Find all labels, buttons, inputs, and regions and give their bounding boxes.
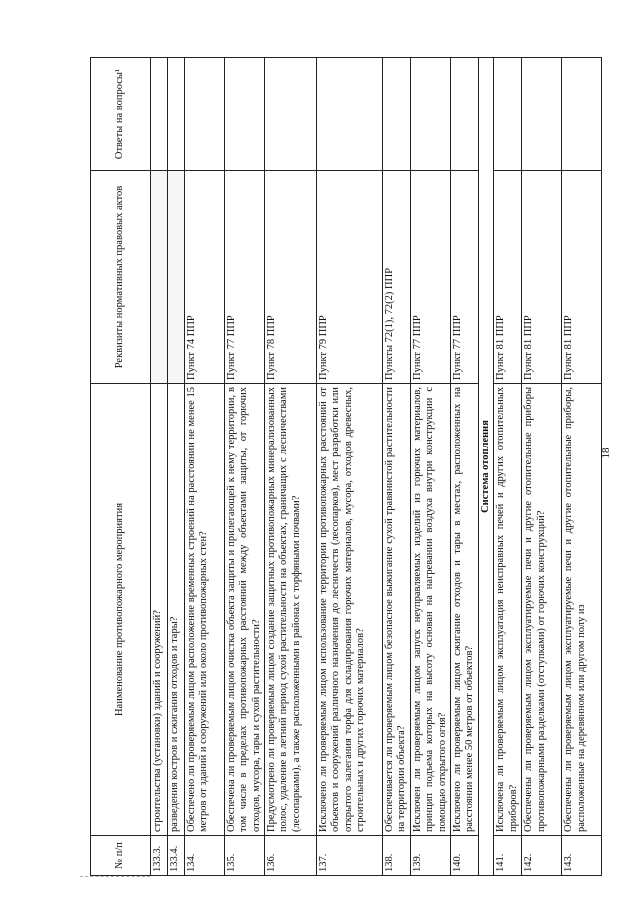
row-measure: разведения костров и сжигания отходов и тары? (168, 384, 185, 836)
footnote-separator (80, 876, 150, 877)
table-row (522, 58, 562, 876)
row-number: 137. (317, 836, 383, 876)
row-answer (168, 58, 185, 171)
row-requisites: Пункт 77 ППР (411, 171, 451, 384)
row-answer (562, 58, 602, 171)
table-row (151, 58, 168, 876)
row-answer (411, 58, 451, 171)
table-row (494, 58, 522, 876)
row-requisites: Пункт 77 ППР (451, 171, 479, 384)
row-number: 138. (383, 836, 411, 876)
row-number: 140. (451, 836, 479, 876)
row-number: 133.4. (168, 836, 185, 876)
checklist-table (90, 57, 602, 876)
row-requisites: Пункт 81 ППР (522, 171, 562, 384)
table-row (265, 58, 317, 876)
table-row (317, 58, 383, 876)
row-number: 141. (494, 836, 522, 876)
row-answer (522, 58, 562, 171)
row-measure: Предусмотрено ли проверяемым лицом создание защитных противопожарных минерализованных полос, удаление в летний период сухой растительности на объектах, граничащих с лесничествами (лесопарками), а также расположенными в районах с торфяными почвами? (265, 384, 317, 836)
row-answer (151, 58, 168, 171)
row-answer (225, 58, 265, 171)
row-measure: Исключена ли проверяемым лицом эксплуатация неисправных печей и других отопительных приборов? (494, 384, 522, 836)
row-requisites: Пункт 78 ППР (265, 171, 317, 384)
table-row (451, 58, 479, 876)
row-answer (494, 58, 522, 171)
row-number: 134. (185, 836, 225, 876)
table-row (562, 58, 602, 876)
row-requisites: Пункт 81 ППР (562, 171, 602, 384)
rotated-table-wrapper (90, 58, 606, 876)
table-header-row (91, 58, 151, 876)
section-row (479, 58, 494, 876)
header-requisites: Реквизиты нормативных правовых актов (91, 171, 151, 384)
row-number: 139. (411, 836, 451, 876)
row-requisites: Пункты 72(1), 72(2) ППР (383, 171, 411, 384)
table-row (383, 58, 411, 876)
row-requisites: Пункт 81 ППР (494, 171, 522, 384)
row-requisites: Пункт 77 ППР (225, 171, 265, 384)
row-number: 136. (265, 836, 317, 876)
row-answer (383, 58, 411, 171)
row-measure: строительства (установки) зданий и сооружений? (151, 384, 168, 836)
row-requisites: Пункт 79 ППР (317, 171, 383, 384)
table-row (225, 58, 265, 876)
row-requisites: Пункт 74 ППР (185, 171, 225, 384)
row-answer (317, 58, 383, 171)
row-number: 142. (522, 836, 562, 876)
row-requisites (168, 171, 185, 384)
row-number: 135. (225, 836, 265, 876)
table-row (411, 58, 451, 876)
row-number: 143. (562, 836, 602, 876)
row-answer (185, 58, 225, 171)
page-number: 18 (600, 447, 612, 459)
header-answers: Ответы на вопросы¹ (91, 58, 151, 171)
row-measure: Обеспечивается ли проверяемым лицом безопасное выжигание сухой травянистой растительности на территории объекта? (383, 384, 411, 836)
table-row (185, 58, 225, 876)
section-title: Система отопления (479, 58, 494, 876)
row-measure: Исключено ли проверяемым лицом использование территории противопожарных расстояний от объектов и сооружений различного назначения до лесничеств (лесопарков), мест разработки или открытого залегания торфа для складирования горючих материалов, мусора, отходов древесных, строительных и других горючих материалов? (317, 384, 383, 836)
row-measure: Исключен ли проверяемым лицом запуск неуправляемых изделий из горючих материалов, принцип подъема которых на высоту основан на нагревании воздуха внутри конструкции с помощью открытого огня? (411, 384, 451, 836)
row-answer (265, 58, 317, 171)
row-measure: Обеспечены ли проверяемым лицом эксплуатируемые печи и другие отопительные приборы, расположенные на деревянном или другом полу из (562, 384, 602, 836)
row-measure: Обеспечено ли проверяемым лицом расположение временных строений на расстоянии не менее 15 метров от зданий и сооружений или около противопожарных стен? (185, 384, 225, 836)
row-requisites (151, 171, 168, 384)
header-name: Наименование противопожарного мероприятия (91, 384, 151, 836)
row-measure: Обеспечена ли проверяемым лицом очистка объекта защиты и прилегающей к нему территории, в том числе в пределах противопожарных расстояний между объектами защиты, от горючих отходов, мусора, тары и сухой растительности? (225, 384, 265, 836)
row-measure: Исключено ли проверяемым лицом сжигание отходов и тары в местах, расположенных на расстоянии менее 50 метров от объектов? (451, 384, 479, 836)
table-row (168, 58, 185, 876)
row-number: 133.3. (151, 836, 168, 876)
row-measure: Обеспечены ли проверяемым лицом эксплуатируемые печи и другие отопительные приборы противопожарными разделками (отступками) от горючих конструкций? (522, 384, 562, 836)
row-answer (451, 58, 479, 171)
header-num: № п/п (91, 836, 151, 876)
